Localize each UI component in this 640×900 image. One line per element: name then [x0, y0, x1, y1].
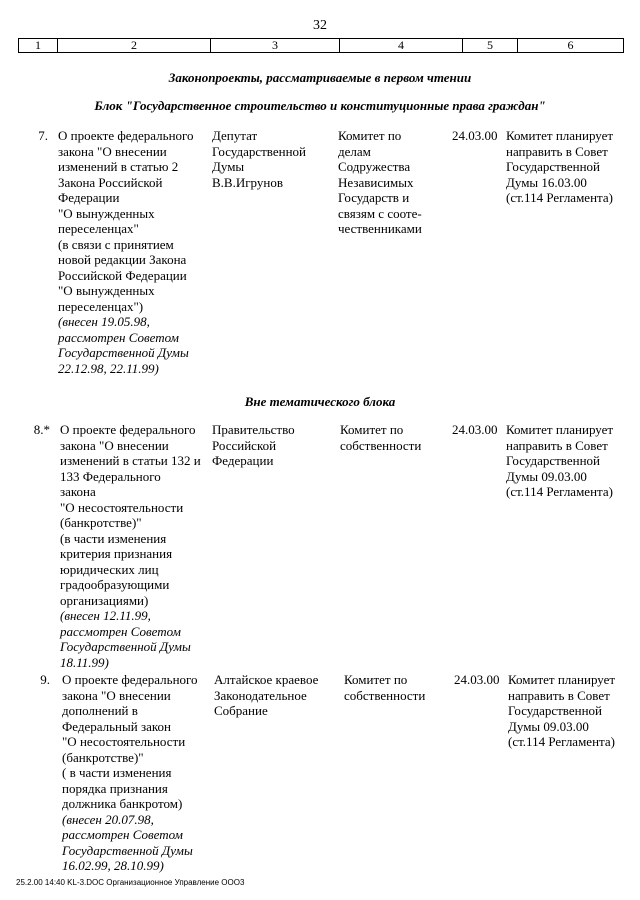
- page-number: 32: [313, 18, 327, 33]
- committee-plan: Комитет планирует направить в Совет Государственной Думы 09.03.00 (ст.114 Регламента): [506, 422, 614, 499]
- block-title: Блок "Государственное строительство и конституционные права граждан": [94, 98, 546, 113]
- committee-plan: Комитет планирует направить в Совет Государственной Думы 16.03.00 (ст.114 Регламента): [506, 128, 614, 205]
- column-header-row: [18, 38, 624, 53]
- bill-title: О проекте федерального закона "О внесении изменений в статьи 132 и 133 Федерального закона "О несостоятельности (банкротстве)" (в части изменения критерия признания юридических лиц градообразующими организациями) (внесен 12.11.99, рассмотрен Советом Государственной Думы 18.11.99): [60, 422, 210, 670]
- consideration-date: 24.03.00: [454, 672, 500, 687]
- column-header: 5: [463, 39, 518, 52]
- submission-note: (внесен 12.11.99, рассмотрен Советом Государственной Думы 18.11.99): [60, 608, 191, 670]
- responsible-committee: Комитет по собственности: [340, 422, 422, 453]
- entry-number: 8.*: [33, 422, 50, 437]
- bill-title: О проекте федерального закона "О внесении дополнений в Федеральный закон "О несостоятельности (банкротстве)" ( в части изменения порядка признания должника банкротом) (внесен 20.07.98, рассмотрен Советом Государственной Думы 16.02.99, 28.10.99): [62, 672, 212, 874]
- document-footer: 25.2.00 14:40 KL-3.DOC Организационное Управление ООО3: [16, 878, 245, 887]
- outside-block-title: Вне тематического блока: [244, 394, 396, 409]
- committee-plan: Комитет планирует направить в Совет Государственной Думы 09.03.00 (ст.114 Регламента): [508, 672, 616, 749]
- bill-author: Алтайское краевое Законодательное Собрание: [214, 672, 319, 718]
- column-header: 3: [211, 39, 340, 52]
- bill-author: Правительство Российской Федерации: [212, 422, 295, 468]
- column-header: 1: [19, 39, 58, 52]
- responsible-committee: Комитет по собственности: [344, 672, 426, 703]
- submission-note: (внесен 20.07.98, рассмотрен Советом Государственной Думы 16.02.99, 28.10.99): [62, 811, 193, 873]
- bill-title: О проекте федерального закона "О внесении изменений в статью 2 Закона Российской Федерации "О вынужденных переселенцах" (в связи с принятием новой редакции Закона Российской Федерации "О вынужденных переселенцах") (внесен 19.05.98, рассмотрен Советом Государственной Думы 22.12.98, 22.11.99): [58, 128, 208, 376]
- section-title: Законопроекты, рассматриваемые в первом чтении: [168, 70, 472, 85]
- column-header: 6: [567, 38, 574, 52]
- submission-note: (внесен 19.05.98, рассмотрен Советом Государственной Думы 22.12.98, 22.11.99): [58, 314, 189, 376]
- column-header: 2: [58, 39, 211, 52]
- bill-author: Депутат Государственной Думы В.В.Игрунов: [212, 128, 307, 190]
- column-header: 4: [340, 39, 463, 52]
- entry-number: 9.: [40, 672, 50, 687]
- entry-number: 7.: [38, 128, 48, 143]
- consideration-date: 24.03.00: [452, 422, 498, 437]
- consideration-date: 24.03.00: [452, 128, 498, 143]
- responsible-committee: Комитет по делам Содружества Независимых Государств и связям с сооте- чественниками: [338, 128, 422, 236]
